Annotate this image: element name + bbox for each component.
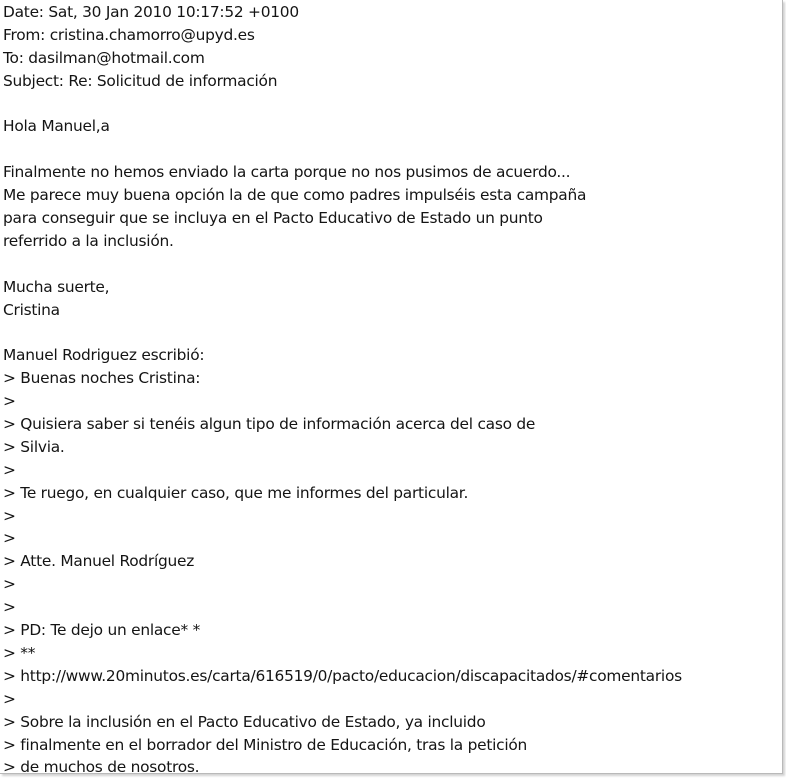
email-date: Date: Sat, 30 Jan 2010 10:17:52 +0100 (3, 3, 299, 21)
quoted-line: > Te ruego, en cualquier caso, que me informes del particular. (3, 483, 469, 502)
blank-line (3, 93, 682, 116)
quoted-line: > Sobre la inclusión en el Pacto Educativo de Estado, ya incluido (3, 712, 486, 731)
email-to: To: dasilman@hotmail.com (3, 48, 205, 67)
quoted-line: > (3, 506, 16, 525)
quoted-line: > (3, 598, 16, 617)
quoted-line: > Buenas noches Cristina: (3, 369, 201, 388)
quoted-line: > de muchos de nosotros. (3, 758, 200, 774)
reply-body-line: Finalmente no hemos enviado la carta porque no nos pusimos de acuerdo... (3, 163, 571, 182)
quoted-line: > (3, 575, 16, 594)
quoted-line: > (3, 529, 16, 548)
blank-line (3, 321, 682, 344)
blank-line (3, 253, 682, 276)
email-greeting: Hola Manuel,a (3, 117, 110, 136)
email-subject: Subject: Re: Solicitud de información (3, 71, 278, 90)
reply-body-line: referrido a la inclusión. (3, 231, 174, 250)
reply-body-line: Me parece muy buena opción la de que como padres impulséis esta campaña (3, 186, 587, 205)
quoted-line: > PD: Te dejo un enlace* * (3, 621, 201, 640)
quoted-line: > finalmente en el borrador del Ministro de Educación, tras la petición (3, 735, 528, 754)
signoff-line: Cristina (3, 300, 60, 319)
quoted-line: > (3, 460, 16, 479)
quoted-line: > Atte. Manuel Rodríguez (3, 552, 195, 571)
quoted-line: > Silvia. (3, 437, 65, 456)
blank-line (3, 138, 682, 161)
quote-intro: Manuel Rodriguez escribió: (3, 346, 205, 365)
quoted-line: > (3, 689, 16, 708)
signoff-line: Mucha suerte, (3, 277, 110, 296)
quoted-line: > ** (3, 643, 36, 662)
email-from: From: cristina.chamorro@upyd.es (3, 25, 255, 44)
quoted-line: > Quisiera saber si tenéis algun tipo de información acerca del caso de (3, 415, 536, 434)
reply-body-line: para conseguir que se incluya en el Pacto Educativo de Estado un punto (3, 209, 543, 228)
quoted-line: > (3, 392, 16, 411)
quoted-link-line: > http://www.20minutos.es/carta/616519/0/pacto/educacion/discapacitados/#comentarios (3, 666, 682, 685)
email-message (3, 1, 682, 774)
